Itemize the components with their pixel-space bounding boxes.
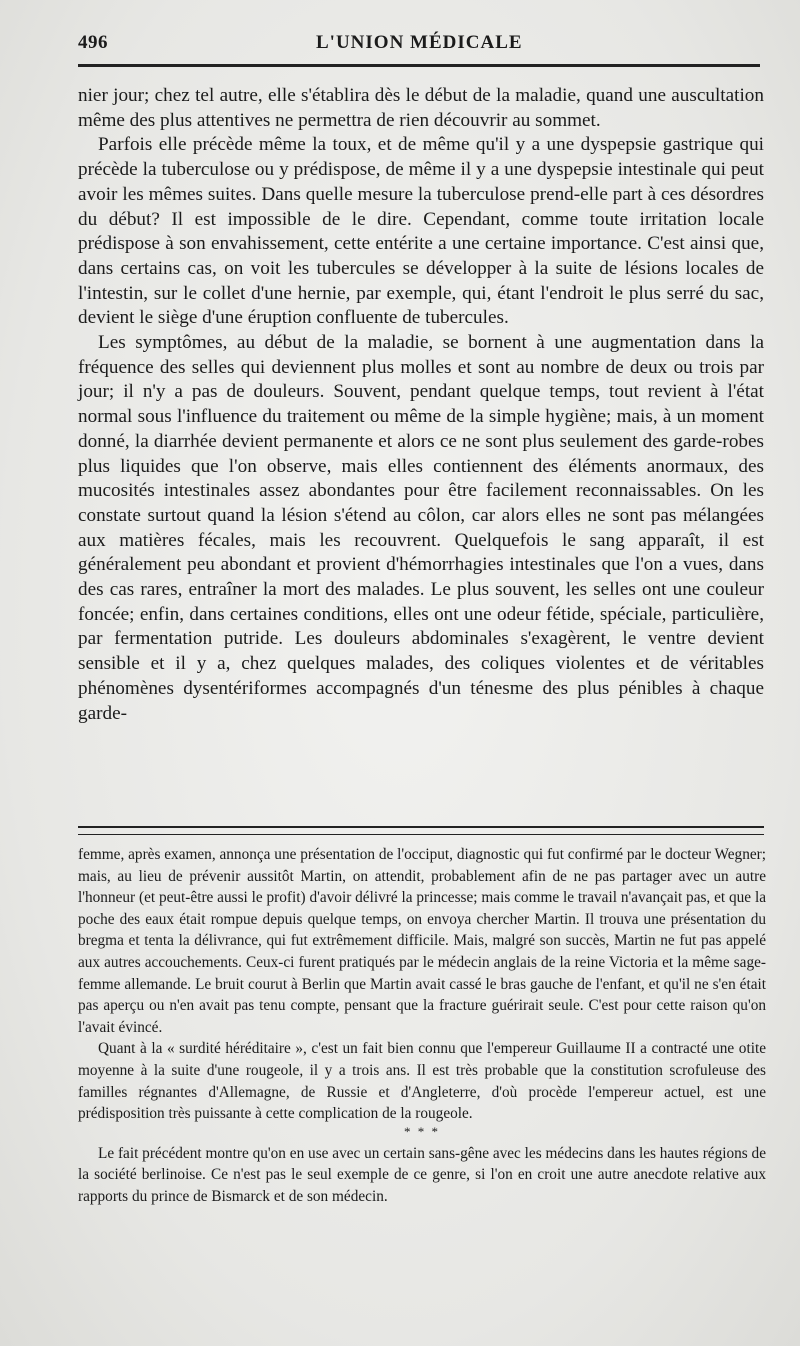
header-rule: [78, 64, 760, 67]
page-number: 496: [78, 32, 108, 53]
footnote-rule: [78, 826, 764, 835]
footnote-paragraph: femme, après examen, annonça une présentation de l'occiput, diagnostic qui fut confirmé par le docteur Wegner; mais, au lieu de prévenir aussitôt Martin, on attendit, probablement afin de ne pas partager avec un autre l'honneur (et peut-être aussi le profit) d'avoir délivré la princesse; mais comme le travail n'avançait pas, et que la poche des eaux était rompue depuis quelque temps, on envoya chercher Martin. Il trouva une présentation du bregma et tenta la délivrance, qui fut extrêmement difficile. Mais, malgré son succès, Martin ne fut pas appelé aux autres accouchements. Ceux-ci furent pratiqués par le médecin anglais de la reine Victoria et la même sage-femme allemande. Le bruit courut à Berlin que Martin avait cassé le bras gauche de l'enfant, et qu'il ne s'en était pas aperçu ou n'en avait pas tenu compte, pensant que la fracture guérirait seule. C'est pour cette raison qu'on l'avait évincé.: [78, 846, 766, 1036]
asterism-separator: * * *: [404, 1123, 440, 1139]
footnotes: [78, 844, 766, 1208]
page-header: [78, 30, 758, 60]
paragraph-continuation: nier jour; chez tel autre, elle s'établira dès le début de la maladie, quand une auscultation même des plus attentives ne permettra de rien découvrir au sommet.: [78, 85, 764, 131]
paragraph-dyspepsia: Parfois elle précède même la toux, et de même qu'il y a une dyspepsie gastrique qui précède la tuberculose ou y prédispose, de même il y a une dyspepsie intestinale qui peut avoir les mêmes suites. Dans quelle mesure la tuberculose prend-elle part à ces désordres du début? Il est impossible de le dire. Cependant, comme toute irritation locale prédispose à son envahissement, cette entérite a une certaine importance. C'est ainsi que, dans certains cas, on voit les tubercules se développer à la suite de lésions locales de l'intestin, sur le collet d'une hernie, par exemple, qui, étant l'endroit le plus serré du sac, devient le siège d'une éruption confluente de tubercules.: [78, 134, 764, 329]
main-text: [78, 84, 764, 726]
paragraph-symptoms: Les symptômes, au début de la maladie, se bornent à une augmentation dans la fréquence des selles qui deviennent plus molles et sont au nombre de deux ou trois par jour; il n'y a pas de douleurs. Souvent, pendant quelque temps, tout revient à l'état normal sous l'influence du traitement ou même de la simple hygiène; mais, à un moment donné, la diarrhée devient permanente et alors ce ne sont plus seulement des garde-robes plus liquides que l'on observe, mais elles contiennent des éléments anormaux, des mucosités intestinales assez abondantes pour être facilement reconnaissables. On les constate surtout quand la lésion s'étend au côlon, car alors elles ne sont pas mélangées aux matières fécales, mais les recouvrent. Quelquefois le sang apparaît, il est généralement peu abondant et provient d'hémorrhagies intestinales que l'on a vues, dans des cas rares, entraîner la mort des malades. Le plus souvent, les selles ont une couleur foncée; enfin, dans certaines conditions, elles ont une odeur fétide, spéciale, particulière, par fermentation putride. Les douleurs abdominales s'exagèrent, le ventre devient sensible et il y a, chez quelques malades, des coliques violentes et de véritables phénomènes dysentériformes accompagnés d'un ténesme des plus pénibles à chaque garde-: [78, 332, 764, 724]
running-title: L'UNION MÉDICALE: [316, 32, 523, 53]
footnote-paragraph: Le fait précédent montre qu'on en use avec un certain sans-gêne avec les médecins dans les hautes régions de la société berlinoise. Ce n'est pas le seul exemple de ce genre, si l'on en croit une autre anecdote relative aux rapports du prince de Bismarck et de son médecin.: [78, 1144, 766, 1205]
footnote-paragraph: Quant à la « surdité héréditaire », c'est un fait bien connu que l'empereur Guillaume II a contracté une otite moyenne à la suite d'une rougeole, il y a trois ans. Il est très probable que la constitution scrofuleuse des familles régnantes d'Allemagne, de Russie et d'Angleterre, d'où procède l'empereur actuel, est une prédisposition très puissante à cette complication de la rougeole.: [78, 1040, 766, 1123]
